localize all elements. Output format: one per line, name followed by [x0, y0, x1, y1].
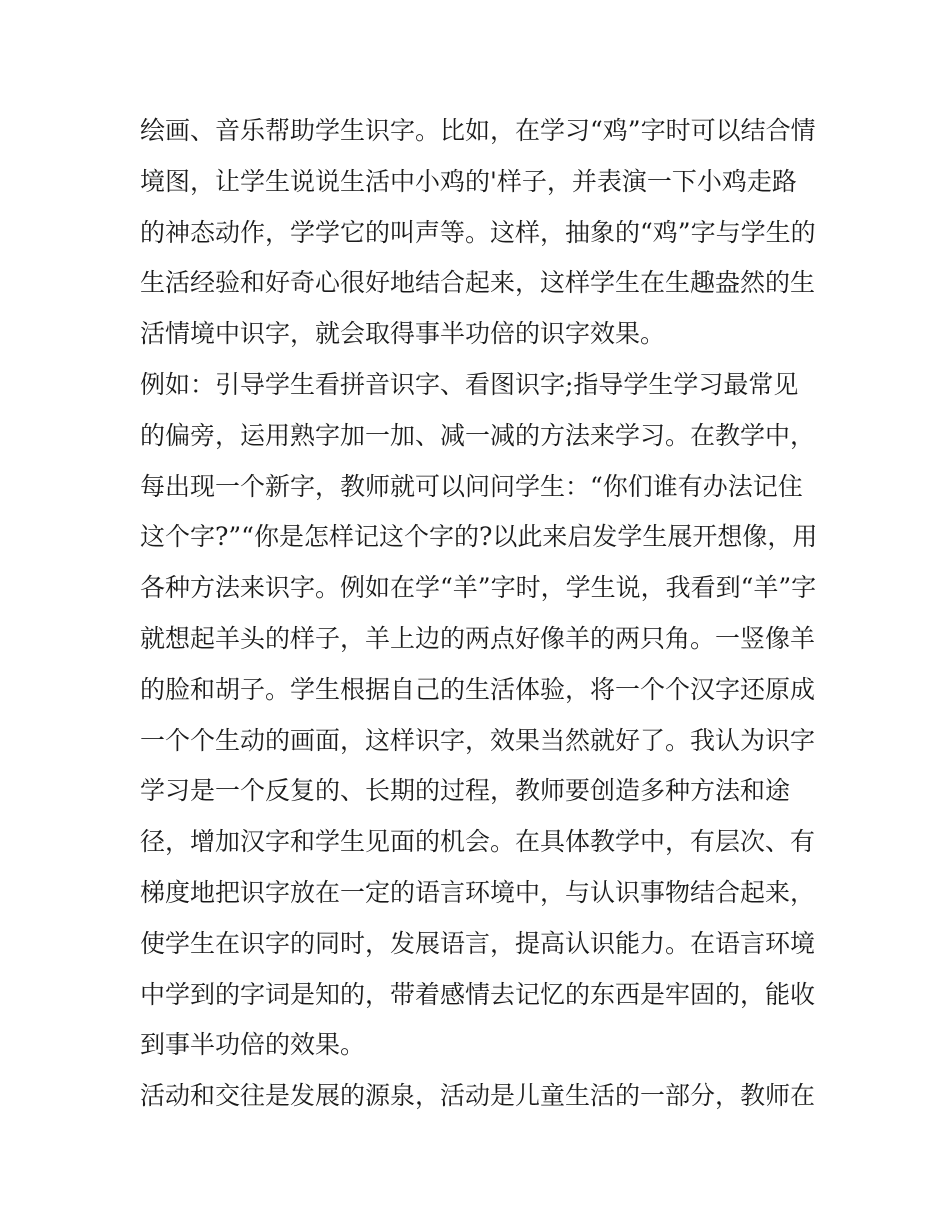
text-line: 学习是一个反复的、长期的过程，教师要创造多种方法和途 — [140, 776, 791, 806]
text-line: 中学到的字词是知的，带着感情去记忆的东西是牢固的，能收 — [140, 979, 816, 1009]
text-line: 的神态动作，学学它的叫声等。这样，抽象的“鸡”字与学生的 — [140, 217, 816, 247]
text-line: 各种方法来识字。例如在学“羊”字时，学生说，我看到“羊”字 — [140, 573, 817, 603]
text-line: 这个字?”“你是怎样记这个字的?以此来启发学生展开想像，用 — [140, 522, 818, 552]
body-text — [140, 106, 820, 1122]
text-line: 绘画、音乐帮助学生识字。比如，在学习“鸡”字时可以结合情 — [140, 116, 816, 145]
text-line: 活情境中识字，就会取得事半功倍的识字效果。 — [140, 319, 666, 349]
text-line: 一个个生动的画面，这样识字，效果当然就好了。我认为识字 — [140, 725, 816, 755]
paragraph-2 — [140, 360, 820, 1071]
text-line: 例如：引导学生看拼音识字、看图识字;指导学生学习最常见 — [140, 369, 799, 399]
text-line: 的偏旁，运用熟字加一加、减一减的方法来学习。在教学中， — [140, 420, 816, 450]
paragraph-3 — [140, 1071, 820, 1122]
text-line: 使学生在识字的同时，发展语言，提高认识能力。在语言环境 — [140, 928, 816, 958]
text-line: 的脸和胡子。学生根据自己的生活体验，将一个个汉字还原成 — [140, 674, 816, 704]
text-line: 到事半功倍的效果。 — [140, 1030, 366, 1060]
text-line: 就想起羊头的样子，羊上边的两点好像羊的两只角。一竖像羊 — [140, 623, 816, 653]
text-line: 径，增加汉字和学生见面的机会。在具体教学中，有层次、有 — [140, 827, 816, 857]
text-line: 梯度地把识字放在一定的语言环境中，与认识事物结合起来， — [140, 877, 816, 907]
text-line: 每出现一个新字，教师就可以问问学生：“你们谁有办法记住 — [140, 471, 803, 501]
paragraph-1 — [140, 106, 820, 360]
text-line: 活动和交往是发展的源泉，活动是儿童生活的一部分，教师在 — [140, 1081, 816, 1111]
text-line: 生活经验和好奇心很好地结合起来，这样学生在生趣盎然的生 — [140, 268, 816, 298]
text-line: 境图，让学生说说生活中小鸡的'样子，并表演一下小鸡走路 — [140, 166, 797, 196]
